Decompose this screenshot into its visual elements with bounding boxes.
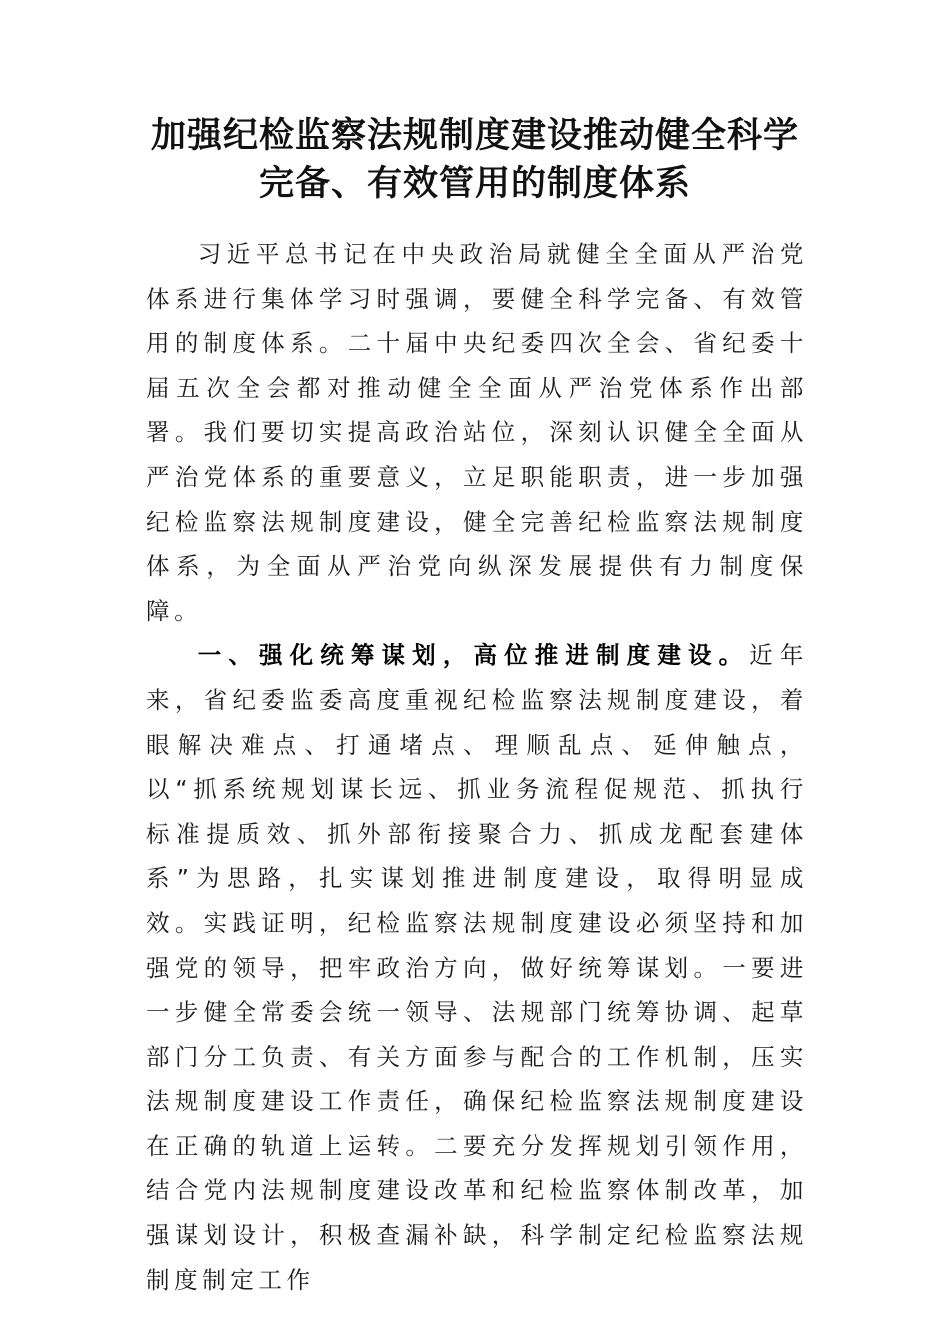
document-body: [146, 232, 808, 1302]
title-line-1: 加强纪检监察法规制度建设推动健全科学: [150, 115, 799, 156]
section-1-paragraph: [146, 633, 808, 1302]
section-1-heading: 一、强化统筹谋划，高位推进制度建设。: [197, 641, 750, 670]
intro-paragraph: 习近平总书记在中央政治局就健全全面从严治党体系进行集体学习时强调，要健全科学完备、有效管用的制度体系。二十届中央纪委四次全会、省纪委十届五次全会都对推动健全全面从严治党体系作出部署。我们要切实提高政治站位，深刻认识健全全面从严治党体系的重要意义，立足职能职责，进一步加强纪检监察法规制度建设，健全完善纪检监察法规制度体系，为全面从严治党向纵深发展提供有力制度保障。: [146, 240, 808, 625]
title-line-2: 完备、有效管用的制度体系: [258, 163, 691, 204]
document-title: [100, 112, 850, 208]
section-1-text: 近年来，省纪委监委高度重视纪检监察法规制度建设，着眼解决难点、打通堵点、理顺乱点、延伸触点，以“抓系统规划谋长远、抓业务流程促规范、抓执行标准提质效、抓外部衔接聚合力、抓成龙配套建体系”为思路，扎实谋划推进制度建设，取得明显成效。实践证明，纪检监察法规制度建设必须坚持和加强党的领导，把牢政治方向，做好统筹谋划。一要进一步健全常委会统一领导、法规部门统筹协调、起草部门分工负责、有关方面参与配合的工作机制，压实法规制度建设工作责任，确保纪检监察法规制度建设在正确的轨道上运转。二要充分发挥规划引领作用，结合党内法规制度建设改革和纪检监察体制改革，加强谋划设计，积极查漏补缺，科学制定纪检监察法规制度制定工作: [146, 641, 808, 1294]
